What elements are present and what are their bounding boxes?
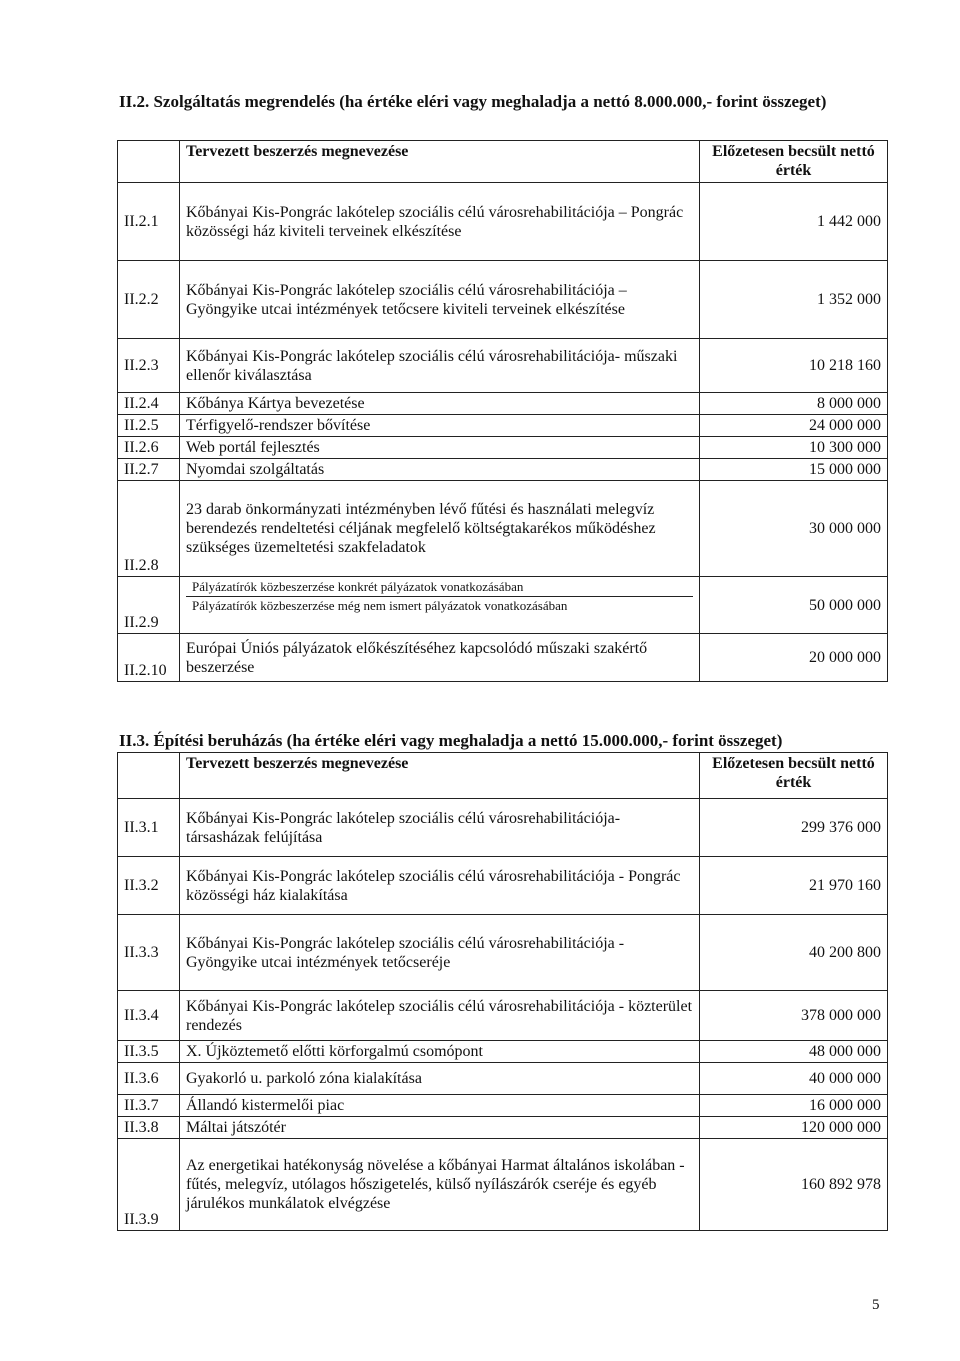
- row-description: Európai Úniós pályázatok előkészítéséhez kapcsolódó műszaki szakértő beszerzése: [180, 634, 700, 682]
- row-id: II.2.4: [118, 393, 180, 415]
- header-empty-cell: [118, 141, 180, 183]
- row-description: Az energetikai hatékonyság növelése a kőbányai Harmat általános iskolában - fűtés, melegvíz, utólagos hőszigetelés, külső nyílászárók cseréje és egyéb járulékos munkálatok elvégzése: [180, 1139, 700, 1231]
- row-value: 8 000 000: [700, 393, 888, 415]
- header-empty-cell: [118, 753, 180, 799]
- row-id: II.2.10: [118, 634, 180, 682]
- table-row: [118, 393, 888, 415]
- row-id: II.2.3: [118, 339, 180, 393]
- row-id: II.3.6: [118, 1063, 180, 1095]
- row-description: Kőbányai Kis-Pongrác lakótelep szociális célú városrehabilitációja - Pongrác közösségi ház kialakítása: [180, 857, 700, 915]
- table-row: [118, 857, 888, 915]
- row-value: 50 000 000: [700, 577, 888, 634]
- row-description: Kőbányai Kis-Pongrác lakótelep szociális célú városrehabilitációja- társasházak felújítása: [180, 799, 700, 857]
- row-value: 120 000 000: [700, 1117, 888, 1139]
- row-value: 16 000 000: [700, 1095, 888, 1117]
- row-id: II.3.4: [118, 991, 180, 1041]
- row-id: II.2.5: [118, 415, 180, 437]
- table-row: [118, 634, 888, 682]
- row-id: II.2.9: [118, 577, 180, 634]
- section-3-heading: II.3. Építési beruházás (ha értéke eléri vagy meghaladja a nettó 15.000.000,- forint összeget): [119, 731, 783, 750]
- section-2-heading: II.2. Szolgáltatás megrendelés (ha értéke eléri vagy meghaladja a nettó 8.000.000,- forint összeget): [119, 92, 827, 111]
- row-value: 40 200 800: [700, 915, 888, 991]
- row-value: 378 000 000: [700, 991, 888, 1041]
- row-id: II.3.3: [118, 915, 180, 991]
- table-row: [118, 183, 888, 261]
- row-description-part: Pályázatírók közbeszerzése még nem ismert pályázatok vonatkozásában: [192, 598, 568, 613]
- row-description: Kőbánya Kártya bevezetése: [180, 393, 700, 415]
- row-description: X. Újköztemető előtti körforgalmú csomópont: [180, 1041, 700, 1063]
- table-row: [118, 415, 888, 437]
- row-description: Állandó kistermelői piac: [180, 1095, 700, 1117]
- row-id: II.3.7: [118, 1095, 180, 1117]
- row-description: Kőbányai Kis-Pongrác lakótelep szociális célú városrehabilitációja- műszaki ellenőr kiválasztása: [180, 339, 700, 393]
- row-description: Kőbányai Kis-Pongrác lakótelep szociális célú városrehabilitációja – Pongrác közösségi ház kiviteli terveinek elkészítése: [180, 183, 700, 261]
- table-row: [118, 1095, 888, 1117]
- header-name: Tervezett beszerzés megnevezése: [180, 753, 700, 799]
- table-header-row: [118, 141, 888, 183]
- table-row: [118, 577, 888, 634]
- table-row: [118, 799, 888, 857]
- row-value: 30 000 000: [700, 481, 888, 577]
- row-description-part: Pályázatírók közbeszerzése konkrét pályázatok vonatkozásában: [186, 578, 693, 597]
- page-number: 5: [872, 1297, 880, 1313]
- row-value: 20 000 000: [700, 634, 888, 682]
- header-value: Előzetesen becsült nettó érték: [700, 141, 888, 183]
- table-row: [118, 1139, 888, 1231]
- table-row: [118, 915, 888, 991]
- row-value: 40 000 000: [700, 1063, 888, 1095]
- row-description: Nyomdai szolgáltatás: [180, 459, 700, 481]
- row-id: II.2.6: [118, 437, 180, 459]
- row-id: II.3.1: [118, 799, 180, 857]
- row-id: II.3.5: [118, 1041, 180, 1063]
- construction-investment-table: [117, 752, 888, 1231]
- table-row: [118, 1063, 888, 1095]
- row-value: 15 000 000: [700, 459, 888, 481]
- table-row: [118, 459, 888, 481]
- row-description: Kőbányai Kis-Pongrác lakótelep szociális célú városrehabilitációja - közterület rendezés: [180, 991, 700, 1041]
- row-description: Gyakorló u. parkoló zóna kialakítása: [180, 1063, 700, 1095]
- row-value: 10 218 160: [700, 339, 888, 393]
- row-id: II.2.7: [118, 459, 180, 481]
- table-row: [118, 1041, 888, 1063]
- row-value: 48 000 000: [700, 1041, 888, 1063]
- row-value: 299 376 000: [700, 799, 888, 857]
- table-header-row: [118, 753, 888, 799]
- row-description: Kőbányai Kis-Pongrác lakótelep szociális célú városrehabilitációja – Gyöngyike utcai intézmények tetőcsere kiviteli terveinek elkészítése: [180, 261, 700, 339]
- header-value: Előzetesen becsült nettó érték: [700, 753, 888, 799]
- table-row: [118, 339, 888, 393]
- table-row: [118, 437, 888, 459]
- service-procurement-table: [117, 140, 888, 682]
- header-name: Tervezett beszerzés megnevezése: [180, 141, 700, 183]
- row-value: 160 892 978: [700, 1139, 888, 1231]
- row-value: 21 970 160: [700, 857, 888, 915]
- row-description: Web portál fejlesztés: [180, 437, 700, 459]
- row-description: Térfigyelő-rendszer bővítése: [180, 415, 700, 437]
- row-description: Máltai játszótér: [180, 1117, 700, 1139]
- row-id: II.3.2: [118, 857, 180, 915]
- table-row: [118, 1117, 888, 1139]
- table-row: [118, 261, 888, 339]
- row-value: 1 442 000: [700, 183, 888, 261]
- row-id: II.3.8: [118, 1117, 180, 1139]
- row-description-split: [180, 577, 700, 634]
- row-value: 24 000 000: [700, 415, 888, 437]
- table-row: [118, 481, 888, 577]
- row-id: II.2.8: [118, 481, 180, 577]
- row-id: II.2.2: [118, 261, 180, 339]
- table-row: [118, 991, 888, 1041]
- row-id: II.2.1: [118, 183, 180, 261]
- row-description: 23 darab önkormányzati intézményben lévő fűtési és használati melegvíz berendezés rendeltetési céljának megfelelő költségtakarékos működéshez szükséges üzemeltetési szakfeladatok: [180, 481, 700, 577]
- row-id: II.3.9: [118, 1139, 180, 1231]
- row-description: Kőbányai Kis-Pongrác lakótelep szociális célú városrehabilitációja - Gyöngyike utcai intézmények tetőcseréje: [180, 915, 700, 991]
- row-value: 1 352 000: [700, 261, 888, 339]
- row-value: 10 300 000: [700, 437, 888, 459]
